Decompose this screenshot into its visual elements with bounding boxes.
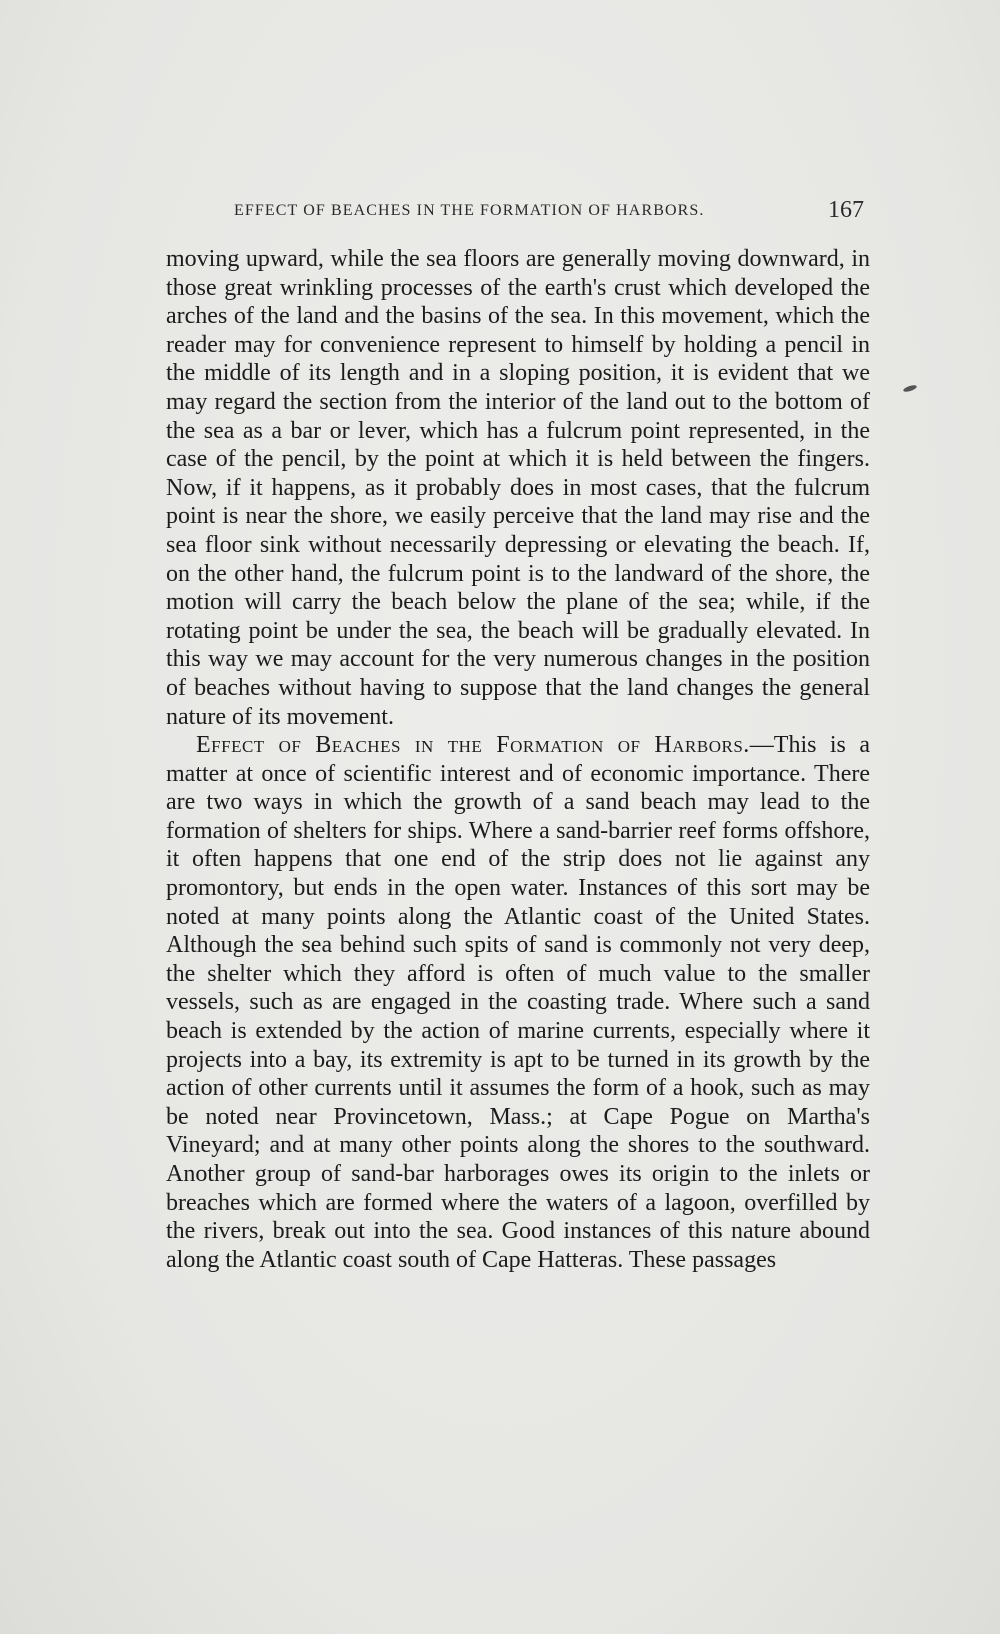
body-text <box>166 245 870 1274</box>
running-head: EFFECT OF BEACHES IN THE FORMATION OF HARBORS. <box>234 202 705 219</box>
paragraph-text: —This is a matter at once of scientific interest and of economic importance. There are two ways in which the growth of a sand beach may lead to the formation of shelters for ships. Where a sand-barrier reef forms offshore, it often happens that one end of the strip does not lie against any promontory, but ends in the open water. Instances of this sort may be noted at many points along the Atlantic coast of the United States. Although the sea behind such spits of sand is commonly not very deep, the shelter which they afford is often of much value to the smaller vessels, such as are engaged in the coasting trade. Where such a sand beach is extended by the action of marine currents, especially where it projects into a bay, its extremity is apt to be turned in its growth by the action of other currents until it assumes the form of a hook, such as may be noted near Provincetown, Mass.; at Cape Pogue on Martha's Vineyard; and at many other points along the shores to the southward. Another group of sand-bar harborages owes its origin to the inlets or breaches which are formed where the waters of a lagoon, overfilled by the rivers, break out into the sea. Good instances of this nature abound along the Atlantic coast south of Cape Hatteras. These passages <box>166 732 870 1273</box>
page-header <box>228 198 868 228</box>
ink-mark <box>903 384 918 393</box>
page-number: 167 <box>828 197 864 223</box>
section-heading: Effect of Beaches in the Formation of Harbors. <box>196 732 750 759</box>
paragraph: moving upward, while the sea floors are generally moving downward, in those great wrinkling processes of the earth's crust which developed the arches of the land and the basins of the sea. In this movement, which the reader may for convenience represent to himself by holding a pencil in the middle of its length and in a sloping position, it is evident that we may regard the section from the interior of the land out to the bottom of the sea as a bar or lever, which has a fulcrum point represented, in the case of the pencil, by the point at which it is held between the fingers. Now, if it happens, as it probably does in most cases, that the fulcrum point is near the shore, we easily perceive that the land may rise and the sea floor sink without necessarily depressing or elevating the beach. If, on the other hand, the fulcrum point is to the landward of the shore, the motion will carry the beach below the plane of the sea; while, if the rotating point be under the sea, the beach will be gradually elevated. In this way we may account for the very numerous changes in the position of beaches without having to suppose that the land changes the general nature of its movement. <box>166 246 870 730</box>
paragraph <box>166 731 870 1274</box>
